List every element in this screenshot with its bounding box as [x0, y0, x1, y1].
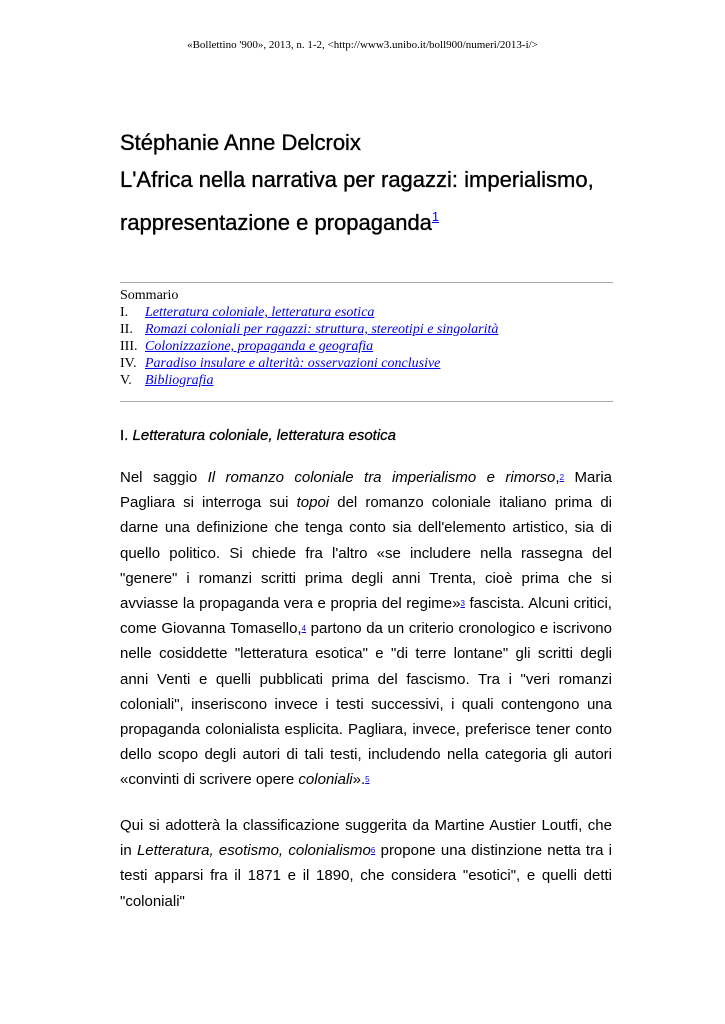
article-title-line-1: L'Africa nella narrativa per ragazzi: imperialismo,: [120, 167, 594, 192]
section-heading: [120, 427, 396, 444]
toc-item-number: IV.: [120, 356, 137, 371]
article-title-line-2: [120, 198, 620, 241]
footnote-link-2[interactable]: 2: [559, 473, 565, 482]
toc-bottom-divider: [120, 401, 613, 402]
toc-item-number: I.: [120, 305, 129, 320]
author-name: Stéphanie Anne Delcroix: [120, 130, 361, 155]
italic-term: topoi: [296, 494, 330, 512]
footnote-link-4[interactable]: 4: [301, 624, 307, 634]
toc-link-section-3[interactable]: Colonizzazione, propaganda e geografia: [145, 339, 374, 354]
text-run: del romanzo coloniale italiano prima di darne una definizione che tenga conto sia dell'elemento artistico, sia di quello politico. Si chiede fra l'altro «se includere nella rassegna del "genere" i romanzi scritti prima degli anni Trenta, cioè prima che si avviasse la propaganda vera e propria del regime»: [120, 494, 612, 613]
toc-item: [120, 355, 613, 372]
toc-link-section-1[interactable]: Letteratura coloniale, letteratura esotica: [145, 305, 375, 320]
cited-title: Letteratura, esotismo, colonialismo: [136, 842, 371, 860]
text-run: propone una distinzione netta tra i testi apparsi fra il 1871 e il 1890, che considera "esotici", e quelli detti "coloniali": [120, 842, 613, 910]
running-head: «Bollettino '900», 2013, n. 1-2, <http://www3.unibo.it/boll900/numeri/2013-i/>: [187, 39, 538, 51]
text-run: Nel saggio: [120, 469, 208, 486]
toc-item: [120, 338, 613, 355]
body-paragraph-1: [120, 465, 612, 793]
toc-heading: Sommario: [120, 288, 179, 303]
text-run: partono da un criterio cronologico e iscrivono nelle cosiddette "letteratura esotica" e "di terre lontane" gli scritti degli anni Venti e quelli pubblicati prima del fascismo. Tra i "veri romanzi coloniali", inseriscono invece i testi successivi, i quali contengono una propaganda colonialista esplicita. Pagliara, invece, preferisce tener conto dello scopo degli autori di tali testi, includendo nella categoria gli autori «convinti di scrivere opere: [120, 620, 612, 789]
cited-title: Il romanzo coloniale tra imperialismo e rimorso: [207, 469, 556, 486]
section-number: I.: [120, 427, 133, 444]
title-block: [120, 124, 620, 241]
text-run: fascista. Alcuni critici, come Giovanna Tomasello,: [120, 595, 612, 638]
table-of-contents: [120, 287, 613, 389]
toc-item: [120, 321, 613, 338]
toc-link-section-4[interactable]: Paradiso insulare e alterità: osservazioni conclusive: [145, 356, 441, 371]
text-run: Maria Pagliara si interroga sui: [120, 469, 612, 512]
italic-term: coloniali: [298, 771, 353, 789]
section-title: Letteratura coloniale, letteratura esotica: [132, 427, 397, 444]
article-title-line-2-text: rappresentazione e propaganda: [120, 210, 432, 235]
footnote-link-5[interactable]: 5: [365, 775, 370, 785]
toc-item: [120, 372, 613, 389]
toc-top-divider: [120, 282, 613, 283]
text-run: ,: [555, 469, 560, 486]
toc-item-number: V.: [120, 373, 132, 388]
toc-item-number: II.: [120, 322, 133, 337]
text-run: ».: [352, 771, 366, 789]
toc-item: [120, 304, 613, 321]
footnote-link-1[interactable]: 1: [431, 209, 440, 224]
toc-item-number: III.: [120, 339, 138, 354]
footnote-link-6[interactable]: 6: [370, 846, 376, 856]
text-run: Qui si adotterà la classificazione suggerita da Martine Austier Loutfi, che in: [120, 817, 612, 860]
footnote-link-3[interactable]: 3: [460, 599, 465, 609]
body-paragraph-2: [120, 813, 612, 914]
toc-link-section-2[interactable]: Romazi coloniali per ragazzi: struttura, stereotipi e singolarità: [145, 322, 499, 337]
toc-link-section-5[interactable]: Bibliografia: [145, 373, 214, 388]
